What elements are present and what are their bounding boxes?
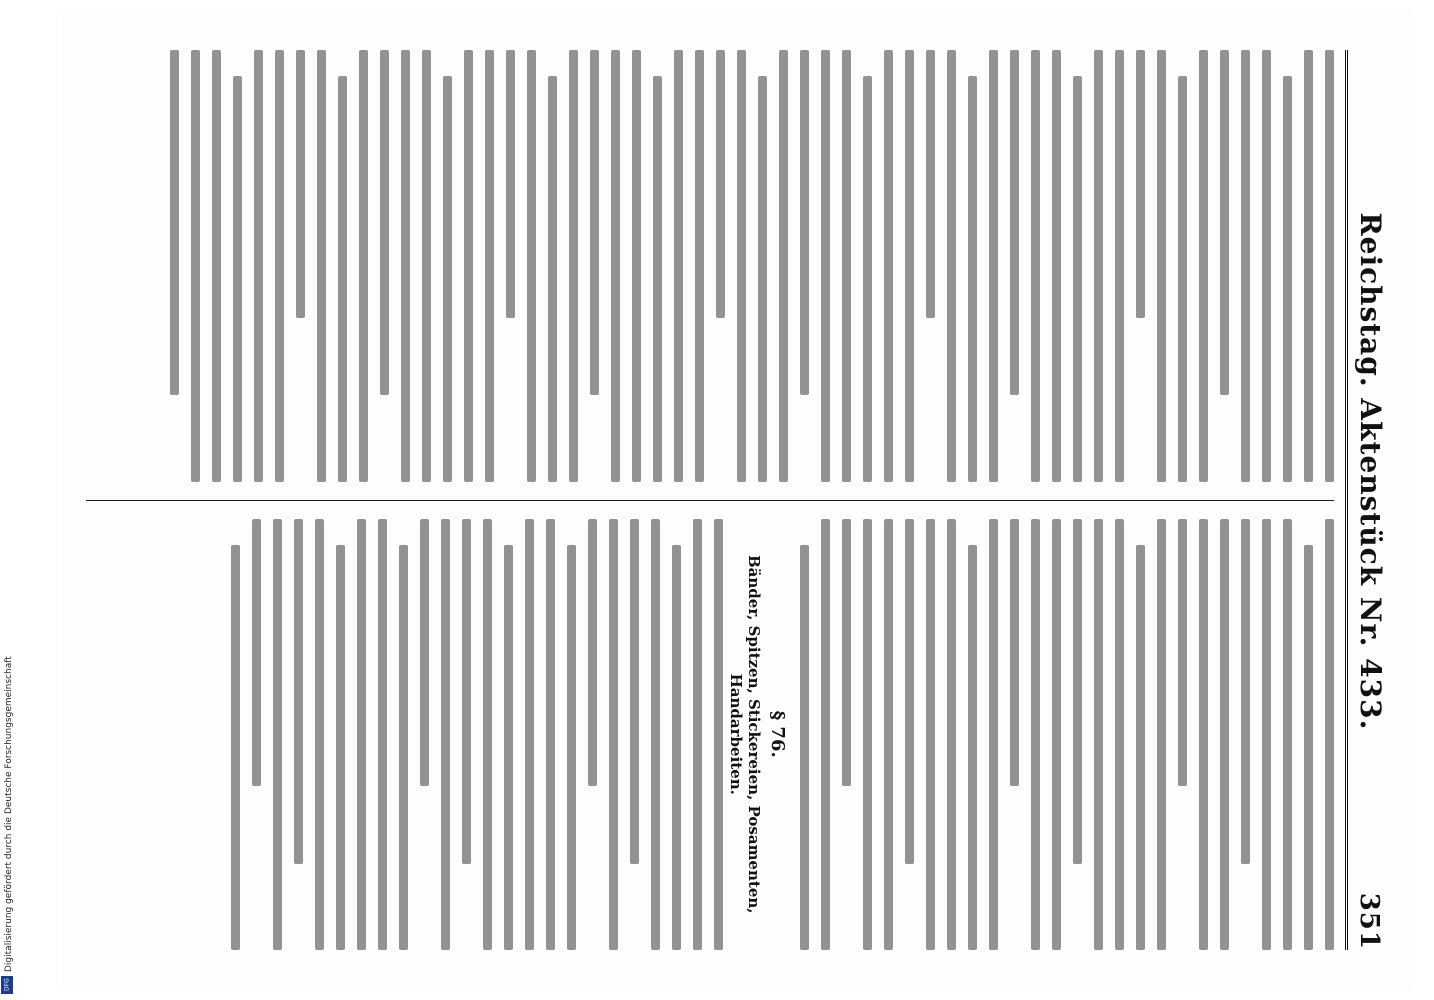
text-line-placeholder (1283, 519, 1292, 951)
text-line-placeholder (716, 50, 725, 318)
text-line-placeholder (672, 545, 681, 951)
text-line-placeholder (294, 519, 303, 864)
right-column (86, 519, 1334, 951)
text-line-placeholder (1178, 519, 1187, 787)
text-line-placeholder (800, 50, 809, 395)
text-line-placeholder (1031, 519, 1040, 951)
text-line-placeholder (1220, 519, 1229, 951)
text-line-placeholder (630, 519, 639, 864)
text-line-placeholder (651, 519, 660, 951)
text-line-placeholder (1283, 76, 1292, 482)
text-line-placeholder (317, 50, 326, 482)
text-line-placeholder (231, 545, 240, 951)
text-line-placeholder (737, 50, 746, 482)
text-line-placeholder (359, 50, 368, 482)
text-line-placeholder (443, 76, 452, 482)
text-line-placeholder (1157, 50, 1166, 482)
text-line-placeholder (674, 50, 683, 482)
text-line-placeholder (968, 545, 977, 951)
text-line-placeholder (252, 519, 261, 787)
text-line-placeholder (1241, 519, 1250, 864)
text-line-placeholder (611, 50, 620, 482)
text-line-placeholder (695, 50, 704, 482)
text-line-placeholder (483, 519, 492, 951)
text-line-placeholder (1010, 50, 1019, 395)
text-line-placeholder (821, 50, 830, 482)
text-line-placeholder (1262, 519, 1271, 951)
text-line-placeholder (947, 50, 956, 482)
text-line-placeholder (947, 519, 956, 951)
text-line-placeholder (1073, 519, 1082, 864)
funding-note: Digitalisierung gefördert durch die Deutsche Forschungsgemeinschaft (4, 656, 14, 972)
text-line-placeholder (1220, 50, 1229, 395)
scan-margin (0, 0, 14, 1000)
document-page (62, 10, 1412, 990)
text-line-placeholder (1199, 50, 1208, 482)
text-line-placeholder (401, 50, 410, 482)
text-line-placeholder (338, 76, 347, 482)
text-line-placeholder (273, 519, 282, 951)
text-line-placeholder (336, 545, 345, 951)
text-line-placeholder (926, 519, 935, 951)
column-divider (86, 500, 1334, 501)
page-header (1345, 50, 1394, 950)
text-line-placeholder (926, 50, 935, 318)
text-line-placeholder (1052, 519, 1061, 951)
text-line-placeholder (1262, 50, 1271, 482)
text-line-placeholder (821, 519, 830, 951)
text-line-placeholder (212, 50, 221, 482)
text-line-placeholder (254, 50, 263, 482)
text-line-placeholder (357, 519, 366, 951)
text-line-placeholder (504, 545, 513, 951)
text-line-placeholder (1115, 50, 1124, 482)
text-line-placeholder (1241, 50, 1250, 482)
text-line-placeholder (653, 76, 662, 482)
text-line-placeholder (233, 76, 242, 482)
text-line-placeholder (1052, 50, 1061, 482)
text-line-placeholder (588, 519, 597, 787)
page-title: Reichstag. Aktenstück Nr. 433. (1354, 212, 1387, 731)
text-line-placeholder (296, 50, 305, 318)
text-line-placeholder (1304, 545, 1313, 951)
text-line-placeholder (464, 50, 473, 482)
text-line-placeholder (1010, 519, 1019, 787)
text-line-placeholder (989, 519, 998, 951)
text-line-placeholder (863, 76, 872, 482)
text-line-placeholder (800, 545, 809, 951)
text-line-placeholder (968, 76, 977, 482)
text-line-placeholder (1094, 50, 1103, 482)
text-line-placeholder (863, 519, 872, 951)
text-line-placeholder (842, 50, 851, 482)
text-line-placeholder (462, 519, 471, 864)
section-heading: § 76. (767, 710, 788, 758)
text-line-placeholder (905, 50, 914, 482)
text-line-placeholder (1073, 76, 1082, 482)
text-line-placeholder (506, 50, 515, 318)
text-line-placeholder (191, 50, 200, 482)
text-line-placeholder (275, 50, 284, 482)
text-line-placeholder (884, 519, 893, 951)
text-columns (86, 50, 1334, 950)
text-line-placeholder (1031, 50, 1040, 482)
text-line-placeholder (546, 519, 555, 951)
text-line-placeholder (527, 50, 536, 482)
text-line-placeholder (905, 519, 914, 864)
text-line-placeholder (525, 519, 534, 951)
text-line-placeholder (1136, 50, 1145, 318)
text-line-placeholder (1199, 519, 1208, 951)
text-line-placeholder (590, 50, 599, 395)
text-line-placeholder (1157, 519, 1166, 951)
text-line-placeholder (842, 519, 851, 787)
text-line-placeholder (884, 50, 893, 482)
text-line-placeholder (170, 50, 179, 395)
text-line-placeholder (399, 545, 408, 951)
text-line-placeholder (714, 519, 723, 951)
left-column (86, 50, 1334, 482)
text-line-placeholder (315, 519, 324, 951)
text-line-placeholder (632, 50, 641, 482)
text-line-placeholder (1094, 519, 1103, 951)
text-line-placeholder (1178, 76, 1187, 482)
text-line-placeholder (1136, 545, 1145, 951)
text-line-placeholder (569, 50, 578, 482)
text-line-placeholder (779, 50, 788, 482)
text-line-placeholder (758, 76, 767, 482)
dfg-logo-icon: DFG (1, 976, 13, 994)
text-line-placeholder (378, 519, 387, 951)
text-line-placeholder (567, 545, 576, 951)
text-line-placeholder (422, 50, 431, 482)
text-line-placeholder (1325, 519, 1334, 951)
text-line-placeholder (441, 519, 450, 951)
text-line-placeholder (693, 519, 702, 951)
text-line-placeholder (380, 50, 389, 395)
text-line-placeholder (1325, 50, 1334, 482)
text-line-placeholder (420, 519, 429, 787)
text-line-placeholder (485, 50, 494, 482)
page-number: 351 (1354, 892, 1384, 950)
text-line-placeholder (548, 76, 557, 482)
text-line-placeholder (1304, 50, 1313, 482)
section-subheading: Bänder, Spitzen, Stickereien, Posamenten, Handarbeiten. (727, 555, 763, 914)
text-line-placeholder (1115, 519, 1124, 951)
text-line-placeholder (989, 50, 998, 482)
text-line-placeholder (609, 519, 618, 951)
